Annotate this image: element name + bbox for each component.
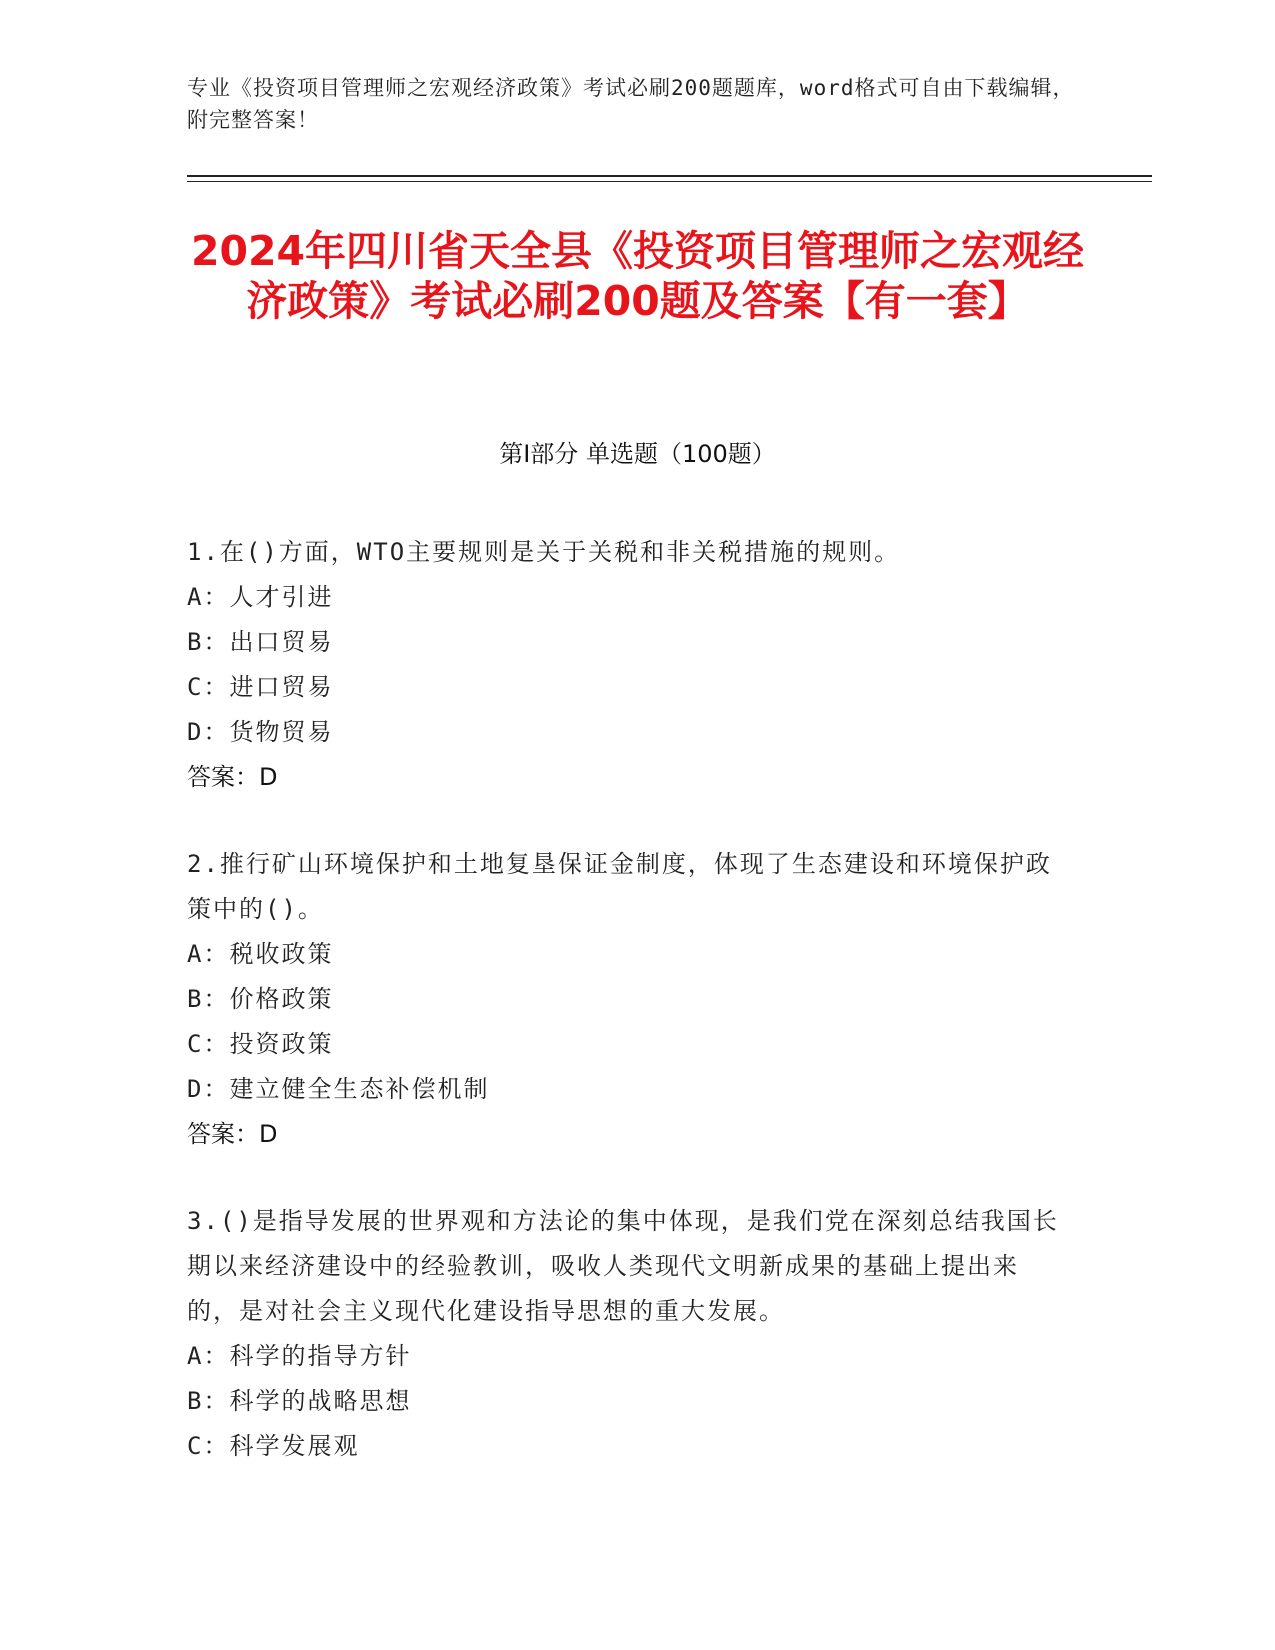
option-a: A：税收政策 [187, 940, 334, 968]
option-d: D：建立健全生态补偿机制 [187, 1075, 490, 1103]
answer: 答案：D [187, 763, 278, 791]
option-b: B：价格政策 [187, 985, 334, 1013]
answer: 答案：D [187, 1120, 278, 1148]
option-a: A：人才引进 [187, 583, 334, 611]
document-title: 2024年四川省天全县《投资项目管理师之宏观经济政策》考试必刷200题及答案【有一套】 [190, 227, 1085, 325]
option-a: A：科学的指导方针 [187, 1342, 412, 1370]
question-1 [187, 530, 1067, 800]
question-2 [187, 842, 1067, 1157]
option-b: B：出口贸易 [187, 628, 334, 656]
question-3 [187, 1199, 1067, 1469]
header-divider-thin [187, 181, 1152, 182]
option-c: C：进口贸易 [187, 673, 334, 701]
option-c: C：投资政策 [187, 1030, 334, 1058]
option-b: B：科学的战略思想 [187, 1387, 412, 1415]
option-d: D：货物贸易 [187, 718, 334, 746]
option-c: C：科学发展观 [187, 1432, 360, 1460]
question-list [187, 530, 1067, 1511]
question-stem: 2.推行矿山环境保护和土地复垦保证金制度，体现了生态建设和环境保护政策中的()。 [187, 850, 1052, 923]
question-stem: 1.在()方面，WTO主要规则是关于关税和非关税措施的规则。 [187, 538, 901, 566]
question-stem: 3.()是指导发展的世界观和方法论的集中体现，是我们党在深刻总结我国长期以来经济建设中的经验教训，吸收人类现代文明新成果的基础上提出来的，是对社会主义现代化建设指导思想的重大发展。 [187, 1207, 1059, 1325]
section-title: 第I部分 单选题（100题） [499, 440, 776, 468]
header-note: 专业《投资项目管理师之宏观经济政策》考试必刷200题题库，word格式可自由下载编辑，附完整答案！ [187, 76, 1075, 132]
header-divider-thick [187, 175, 1152, 177]
